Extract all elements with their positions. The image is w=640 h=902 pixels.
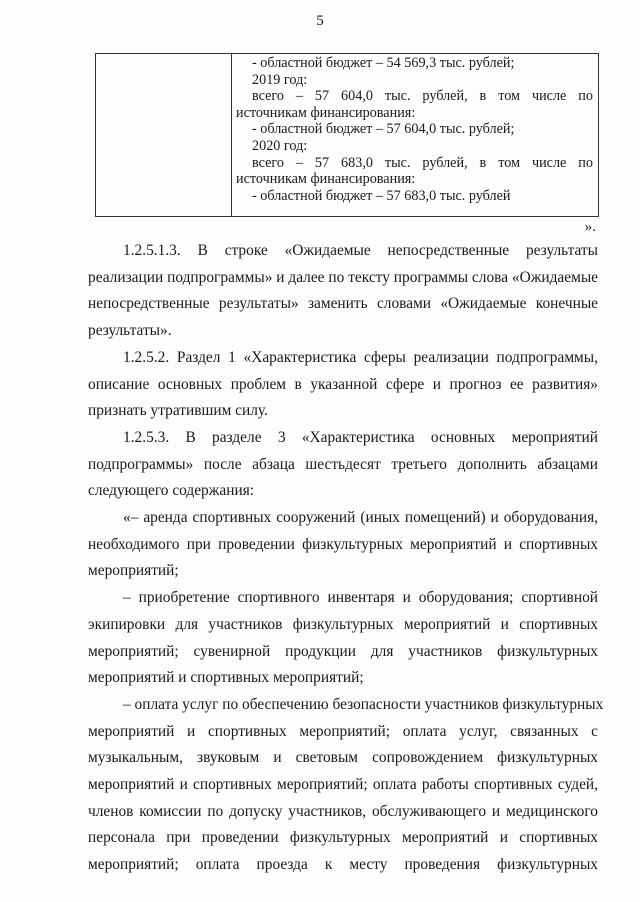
paragraph-line: членов комиссии по допуску участников, обслуживающего и медицинского [88, 802, 598, 820]
budget-table [95, 53, 599, 217]
paragraph-line: мероприятий и спортивных мероприятий; [88, 669, 364, 687]
table-line: источникам финансирования: [236, 171, 416, 188]
table-cell-funding [236, 55, 593, 204]
closing-quote: ». [584, 219, 596, 235]
paragraph-line: 1.2.5.1.3. В строке «Ожидаемые непосредственные результаты [123, 242, 598, 259]
paragraph-1-2-5-3 [88, 425, 598, 505]
paragraph-line: мероприятий; сувенирной продукции для участников физкультурных [88, 642, 598, 660]
table-line: - областной бюджет – 57 604,0 тыс. рублей; [252, 121, 515, 138]
paragraph-line: мероприятий; оплата проезда к месту проведения физкультурных [88, 856, 598, 874]
page-number: 5 [316, 13, 324, 29]
paragraph-line: мероприятий; [88, 562, 179, 580]
paragraph-purchase [88, 585, 598, 692]
table-line: источникам финансирования: [236, 104, 416, 121]
paragraph-line: подпрограммы» после абзаца шестьдесят третьего дополнить абзацами [88, 455, 598, 473]
paragraph-1-2-5-1-3 [88, 238, 598, 345]
paragraph-line: – оплата услуг по обеспечению безопасности участников физкультурных [123, 695, 604, 713]
paragraph-line: музыкальным, звуковым и световым сопровождением физкультурных [88, 749, 598, 767]
paragraph-rent [88, 505, 598, 585]
table-divider [231, 54, 232, 216]
paragraph-line: персонала при проведении физкультурных мероприятий и спортивных [88, 829, 598, 847]
paragraph-line: описание основных проблем в указанной сфере и прогноз ее развития» [88, 375, 598, 393]
table-line: - областной бюджет – 54 569,3 тыс. рублей; [252, 55, 515, 71]
paragraph-line: – приобретение спортивного инвентаря и оборудования; спортивной [123, 589, 598, 607]
paragraph-line: результаты». [88, 322, 172, 340]
paragraph-line: реализации подпрограммы» и далее по тексту программы слова «Ожидаемые [88, 268, 598, 286]
table-line: всего – 57 604,0 тыс. рублей, в том числе по [252, 88, 593, 105]
paragraph-line: «– аренда спортивных сооружений (иных помещений) и оборудования, [123, 509, 598, 527]
paragraph-line: необходимого при проведении физкультурных мероприятий и спортивных [88, 535, 598, 553]
paragraph-line: признать утратившим силу. [88, 402, 268, 420]
table-line: - областной бюджет – 57 683,0 тыс. рублей [252, 187, 511, 204]
paragraph-payment [88, 692, 604, 879]
paragraph-line: экипировки для участников физкультурных мероприятий и спортивных [88, 615, 598, 633]
paragraph-line: мероприятий и спортивных мероприятий; оплата услуг, связанных с [88, 722, 598, 740]
paragraph-1-2-5-2 [88, 345, 598, 425]
table-line: 2020 год: [252, 137, 308, 154]
paragraph-line: 1.2.5.2. Раздел 1 «Характеристика сферы реализации подпрограммы, [123, 348, 598, 366]
paragraph-line: следующего содержания: [88, 482, 255, 500]
paragraph-line: непосредственные результаты» заменить словами «Ожидаемые конечные [88, 295, 598, 313]
table-line: всего – 57 683,0 тыс. рублей, в том числе по [252, 154, 593, 171]
paragraph-line: 1.2.5.3. В разделе 3 «Характеристика основных мероприятий [123, 428, 598, 446]
table-line: 2019 год: [252, 71, 308, 88]
document-body [88, 238, 604, 879]
paragraph-line: мероприятий и спортивных мероприятий; оплата работы спортивных судей, [88, 776, 598, 794]
